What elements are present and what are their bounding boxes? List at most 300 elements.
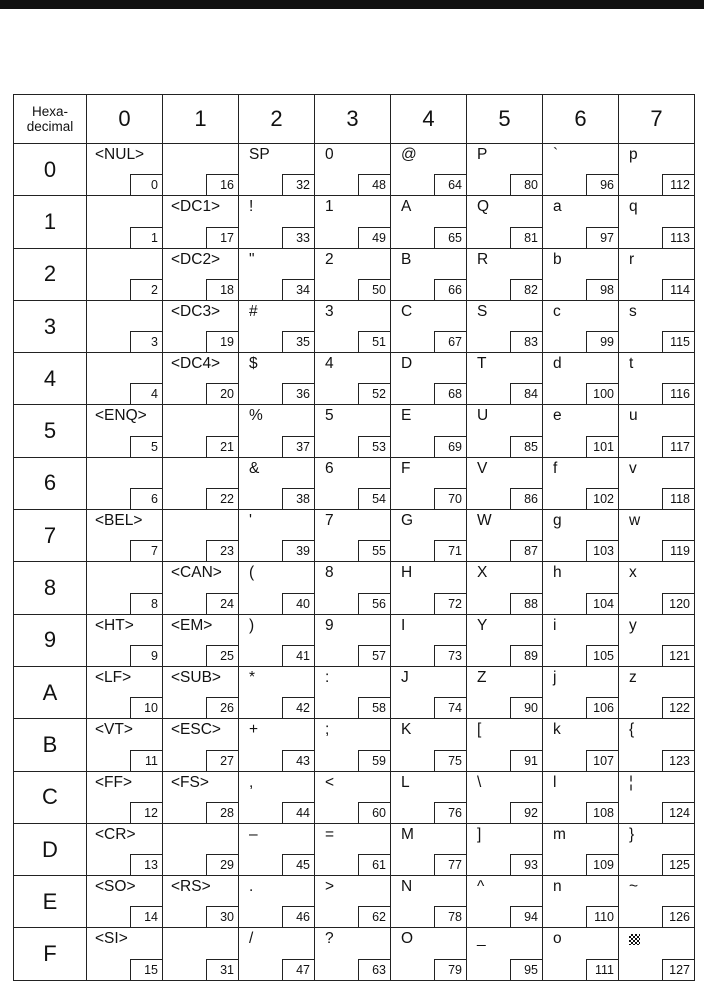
decimal-code: 108	[586, 802, 618, 823]
decimal-code: 65	[434, 227, 466, 248]
char-cell	[619, 196, 695, 248]
char-label: '	[249, 512, 252, 530]
char-label: 5	[325, 407, 334, 425]
char-cell	[391, 353, 467, 405]
char-cell	[163, 928, 239, 980]
char-cell	[543, 300, 619, 352]
char-cell	[239, 353, 315, 405]
char-cell	[315, 353, 391, 405]
decimal-code: 9	[130, 645, 162, 666]
char-cell	[543, 248, 619, 300]
decimal-code: 53	[358, 436, 390, 457]
decimal-code: 35	[282, 331, 314, 352]
decimal-code: 121	[662, 645, 694, 666]
decimal-code: 62	[358, 906, 390, 927]
char-label: e	[553, 407, 562, 425]
char-cell	[163, 457, 239, 509]
char-label: &	[249, 459, 260, 477]
decimal-code: 4	[130, 383, 162, 404]
char-cell	[87, 144, 163, 196]
char-cell	[391, 876, 467, 928]
char-label: Z	[477, 668, 487, 686]
char-label: <NUL>	[95, 146, 145, 163]
char-label: n	[553, 878, 562, 896]
char-label: ;	[325, 721, 330, 739]
decimal-code: 40	[282, 593, 314, 614]
decimal-code: 119	[662, 540, 694, 561]
char-label: y	[629, 616, 637, 634]
decimal-code: 72	[434, 593, 466, 614]
char-cell	[87, 457, 163, 509]
decimal-code: 60	[358, 802, 390, 823]
decimal-code: 11	[130, 750, 162, 771]
decimal-code: 110	[586, 906, 618, 927]
decimal-code: 26	[206, 697, 238, 718]
char-cell	[619, 144, 695, 196]
column-header: 7	[619, 95, 695, 144]
char-cell	[619, 876, 695, 928]
decimal-code: 106	[586, 697, 618, 718]
char-cell	[619, 300, 695, 352]
table-row	[14, 666, 695, 718]
decimal-code: 64	[434, 174, 466, 195]
decimal-code: 0	[130, 174, 162, 195]
decimal-code: 30	[206, 906, 238, 927]
char-label: 2	[325, 250, 334, 268]
decimal-code: 101	[586, 436, 618, 457]
decimal-code: 49	[358, 227, 390, 248]
table-row	[14, 876, 695, 928]
char-label: Q	[477, 198, 490, 216]
decimal-code: 16	[206, 174, 238, 195]
decimal-code: 82	[510, 279, 542, 300]
char-label: <SUB>	[171, 668, 221, 686]
char-cell	[391, 196, 467, 248]
char-cell	[619, 719, 695, 771]
char-cell	[619, 248, 695, 300]
decimal-code: 20	[206, 383, 238, 404]
decimal-code: 42	[282, 697, 314, 718]
char-label: x	[629, 564, 637, 582]
char-label: 6	[325, 459, 334, 477]
decimal-code: 120	[662, 593, 694, 614]
char-label: <LF>	[95, 668, 132, 686]
decimal-code: 100	[586, 383, 618, 404]
top-rule	[0, 0, 704, 9]
char-cell	[315, 771, 391, 823]
char-label: @	[401, 146, 417, 163]
decimal-code: 2	[130, 279, 162, 300]
corner-header	[14, 95, 87, 144]
decimal-code: 96	[586, 174, 618, 195]
char-cell	[467, 510, 543, 562]
char-label: <DC1>	[171, 198, 221, 216]
decimal-code: 99	[586, 331, 618, 352]
decimal-code: 24	[206, 593, 238, 614]
char-cell	[87, 196, 163, 248]
char-cell	[543, 614, 619, 666]
decimal-code: 104	[586, 593, 618, 614]
char-label: l	[553, 773, 557, 791]
table-row	[14, 405, 695, 457]
char-label: <DC2>	[171, 250, 221, 268]
decimal-code: 97	[586, 227, 618, 248]
char-label: ]	[477, 825, 482, 843]
char-cell	[163, 614, 239, 666]
char-label: +	[249, 721, 259, 739]
char-cell	[391, 562, 467, 614]
char-label: u	[629, 407, 638, 425]
char-cell	[87, 248, 163, 300]
corner-label-line1: Hexa-	[31, 104, 68, 119]
decimal-code: 84	[510, 383, 542, 404]
char-label: o	[553, 930, 562, 948]
char-label: <HT>	[95, 616, 134, 634]
decimal-code: 69	[434, 436, 466, 457]
decimal-code: 31	[206, 959, 238, 980]
char-label: R	[477, 250, 489, 268]
row-header: B	[14, 719, 87, 771]
char-label: I	[401, 616, 406, 634]
char-label: _	[477, 930, 486, 948]
decimal-code: 7	[130, 540, 162, 561]
decimal-code: 74	[434, 697, 466, 718]
char-cell	[315, 300, 391, 352]
decimal-code: 8	[130, 593, 162, 614]
char-label: ~	[629, 878, 639, 896]
char-cell	[619, 666, 695, 718]
table-row	[14, 144, 695, 196]
char-label: 0	[325, 146, 334, 163]
decimal-code: 34	[282, 279, 314, 300]
decimal-code: 45	[282, 854, 314, 875]
char-label: /	[249, 930, 254, 948]
char-cell	[619, 771, 695, 823]
char-label: `	[553, 146, 559, 163]
decimal-code: 93	[510, 854, 542, 875]
decimal-code: 38	[282, 488, 314, 509]
char-cell	[543, 666, 619, 718]
char-cell	[163, 823, 239, 875]
char-cell	[239, 510, 315, 562]
char-cell	[619, 405, 695, 457]
decimal-code: 48	[358, 174, 390, 195]
char-label: h	[553, 564, 562, 582]
char-label: <BEL>	[95, 512, 143, 530]
char-cell	[619, 353, 695, 405]
decimal-code: 73	[434, 645, 466, 666]
char-cell	[543, 457, 619, 509]
decimal-code: 18	[206, 279, 238, 300]
decimal-code: 44	[282, 802, 314, 823]
char-cell	[543, 405, 619, 457]
char-label: )	[249, 616, 255, 634]
row-header: C	[14, 771, 87, 823]
decimal-code: 76	[434, 802, 466, 823]
char-cell	[87, 510, 163, 562]
char-label: ,	[249, 773, 254, 791]
table-row	[14, 457, 695, 509]
decimal-code: 88	[510, 593, 542, 614]
char-label: 8	[325, 564, 334, 582]
char-cell	[315, 510, 391, 562]
char-label: M	[401, 825, 414, 843]
char-label: z	[629, 668, 637, 686]
char-cell	[391, 666, 467, 718]
char-cell	[87, 823, 163, 875]
char-cell	[467, 562, 543, 614]
decimal-code: 36	[282, 383, 314, 404]
decimal-code: 71	[434, 540, 466, 561]
row-header: 1	[14, 196, 87, 248]
char-label: D	[401, 355, 413, 373]
char-cell	[543, 353, 619, 405]
char-cell	[163, 666, 239, 718]
row-header: 6	[14, 457, 87, 509]
decimal-code: 12	[130, 802, 162, 823]
char-label: 7	[325, 512, 334, 530]
decimal-code: 27	[206, 750, 238, 771]
char-cell	[543, 928, 619, 980]
char-cell	[543, 771, 619, 823]
char-cell	[239, 719, 315, 771]
char-cell	[391, 457, 467, 509]
char-cell	[391, 300, 467, 352]
decimal-code: 17	[206, 227, 238, 248]
char-cell	[543, 719, 619, 771]
table-row	[14, 719, 695, 771]
char-cell	[315, 457, 391, 509]
row-header: 3	[14, 300, 87, 352]
row-header: 7	[14, 510, 87, 562]
char-cell	[391, 719, 467, 771]
column-header: 0	[87, 95, 163, 144]
row-header: 2	[14, 248, 87, 300]
char-cell	[239, 144, 315, 196]
decimal-code: 105	[586, 645, 618, 666]
char-cell	[239, 823, 315, 875]
char-label: S	[477, 302, 488, 320]
decimal-code: 23	[206, 540, 238, 561]
decimal-code: 52	[358, 383, 390, 404]
char-cell	[163, 405, 239, 457]
char-cell	[163, 510, 239, 562]
char-cell	[619, 457, 695, 509]
decimal-code: 43	[282, 750, 314, 771]
char-label: ?	[325, 930, 334, 948]
char-cell	[391, 771, 467, 823]
char-label: "	[249, 250, 255, 268]
char-label: (	[249, 564, 255, 582]
decimal-code: 3	[130, 331, 162, 352]
decimal-code: 109	[586, 854, 618, 875]
decimal-code: 122	[662, 697, 694, 718]
char-cell	[239, 876, 315, 928]
char-label: !	[249, 198, 254, 216]
decimal-code: 25	[206, 645, 238, 666]
char-label: :	[325, 668, 330, 686]
char-cell	[315, 719, 391, 771]
decimal-code: 1	[130, 227, 162, 248]
char-label: O	[401, 930, 414, 948]
decimal-code: 15	[130, 959, 162, 980]
char-label: c	[553, 302, 561, 320]
decimal-code: 61	[358, 854, 390, 875]
table-row	[14, 196, 695, 248]
char-cell	[543, 823, 619, 875]
corner-label-line2: decimal	[26, 119, 74, 134]
decimal-code: 126	[662, 906, 694, 927]
char-cell	[391, 248, 467, 300]
char-label: 4	[325, 355, 334, 373]
table-row	[14, 562, 695, 614]
character-code-table	[13, 94, 695, 981]
char-cell	[87, 666, 163, 718]
decimal-code: 90	[510, 697, 542, 718]
char-label: X	[477, 564, 488, 582]
char-label: w	[629, 512, 641, 530]
char-label: <DC4>	[171, 355, 221, 373]
char-cell	[163, 771, 239, 823]
decimal-code: 28	[206, 802, 238, 823]
char-cell	[391, 614, 467, 666]
decimal-code: 5	[130, 436, 162, 457]
char-label: –	[249, 825, 258, 843]
char-label: %	[249, 407, 263, 425]
decimal-code: 22	[206, 488, 238, 509]
char-label: 1	[325, 198, 334, 216]
char-cell	[619, 823, 695, 875]
decimal-code: 92	[510, 802, 542, 823]
char-label: G	[401, 512, 414, 530]
char-cell	[239, 771, 315, 823]
char-cell	[467, 876, 543, 928]
decimal-code: 41	[282, 645, 314, 666]
char-cell	[239, 928, 315, 980]
decimal-code: 58	[358, 697, 390, 718]
decimal-code: 123	[662, 750, 694, 771]
char-cell	[315, 823, 391, 875]
char-cell	[87, 614, 163, 666]
decimal-code: 116	[662, 383, 694, 404]
table-body	[14, 144, 695, 981]
char-cell	[467, 614, 543, 666]
decimal-code: 125	[662, 854, 694, 875]
char-label: H	[401, 564, 413, 582]
char-cell	[239, 405, 315, 457]
decimal-code: 33	[282, 227, 314, 248]
char-cell	[391, 928, 467, 980]
char-label: k	[553, 721, 561, 739]
char-cell	[239, 614, 315, 666]
char-cell	[467, 928, 543, 980]
char-label: SP	[249, 146, 270, 163]
char-cell	[163, 300, 239, 352]
char-cell	[467, 405, 543, 457]
decimal-code: 95	[510, 959, 542, 980]
decimal-code: 70	[434, 488, 466, 509]
char-label: A	[401, 198, 412, 216]
decimal-code: 54	[358, 488, 390, 509]
char-label: C	[401, 302, 413, 320]
char-label: *	[249, 668, 256, 686]
table-row	[14, 248, 695, 300]
table-row	[14, 928, 695, 980]
decimal-code: 75	[434, 750, 466, 771]
char-cell	[467, 248, 543, 300]
column-header: 6	[543, 95, 619, 144]
column-header: 5	[467, 95, 543, 144]
table-row	[14, 353, 695, 405]
char-label: p	[629, 146, 638, 163]
decimal-code: 102	[586, 488, 618, 509]
char-cell	[163, 562, 239, 614]
char-label: j	[553, 668, 557, 686]
char-cell	[391, 823, 467, 875]
row-header: 0	[14, 144, 87, 196]
char-label: F	[401, 459, 411, 477]
char-label: P	[477, 146, 488, 163]
decimal-code: 77	[434, 854, 466, 875]
char-label: ^	[477, 878, 485, 896]
char-label: <ESC>	[171, 721, 221, 739]
char-label: \	[477, 773, 482, 791]
char-label: 9	[325, 616, 334, 634]
char-cell	[315, 144, 391, 196]
char-cell	[391, 144, 467, 196]
char-label: B	[401, 250, 412, 268]
decimal-code: 63	[358, 959, 390, 980]
char-cell	[163, 719, 239, 771]
char-cell	[315, 248, 391, 300]
char-label: #	[249, 302, 258, 320]
char-label: m	[553, 825, 566, 843]
char-cell	[315, 666, 391, 718]
decimal-code: 46	[282, 906, 314, 927]
char-label: ¦	[629, 773, 634, 791]
char-label: E	[401, 407, 412, 425]
decimal-code: 6	[130, 488, 162, 509]
row-header: E	[14, 876, 87, 928]
decimal-code: 83	[510, 331, 542, 352]
decimal-code: 91	[510, 750, 542, 771]
decimal-code: 114	[662, 279, 694, 300]
char-cell	[87, 876, 163, 928]
char-label: d	[553, 355, 562, 373]
char-label: 3	[325, 302, 334, 320]
char-label: <CAN>	[171, 564, 222, 582]
decimal-code: 79	[434, 959, 466, 980]
decimal-code: 89	[510, 645, 542, 666]
char-label: U	[477, 407, 489, 425]
table-row	[14, 823, 695, 875]
row-header: A	[14, 666, 87, 718]
char-cell	[239, 666, 315, 718]
decimal-code: 37	[282, 436, 314, 457]
decimal-code: 103	[586, 540, 618, 561]
decimal-code: 87	[510, 540, 542, 561]
char-cell	[467, 457, 543, 509]
char-cell	[239, 300, 315, 352]
decimal-code: 10	[130, 697, 162, 718]
table-row	[14, 510, 695, 562]
decimal-code: 50	[358, 279, 390, 300]
char-cell	[619, 562, 695, 614]
table-row	[14, 771, 695, 823]
char-cell	[315, 876, 391, 928]
char-label: K	[401, 721, 412, 739]
decimal-code: 80	[510, 174, 542, 195]
